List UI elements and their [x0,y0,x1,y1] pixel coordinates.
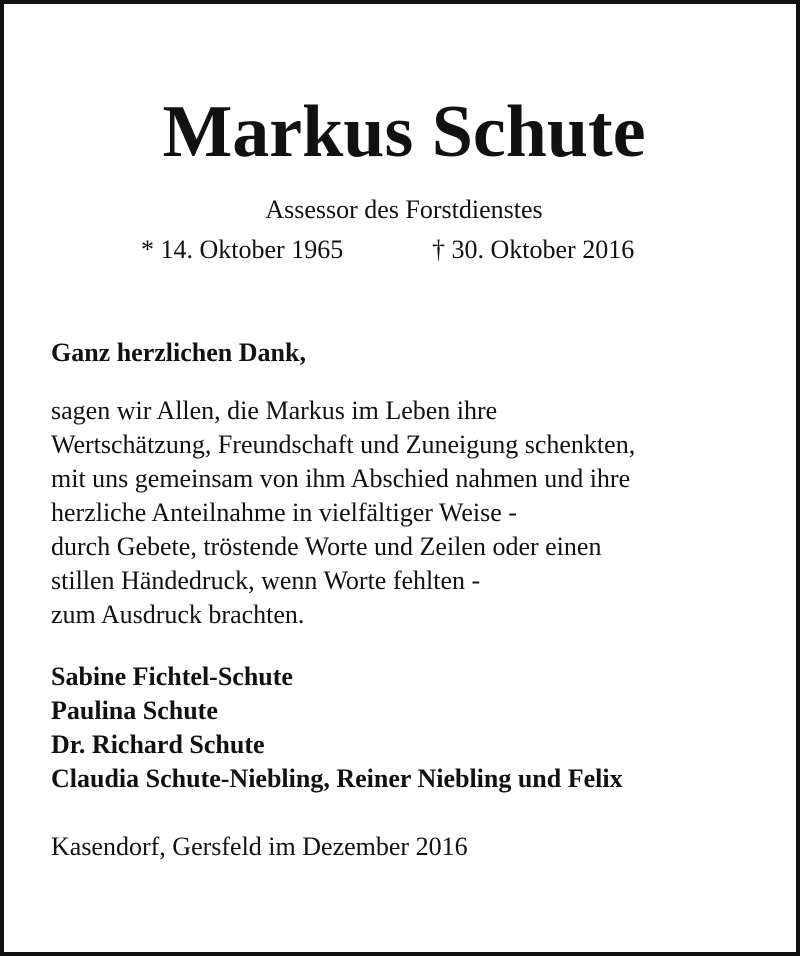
signature-line: Sabine Fichtel-Schute [51,662,293,691]
body-line: sagen wir Allen, die Markus im Leben ihre [51,396,498,425]
body-line: mit uns gemeinsam von ihm Abschied nahmen und ihre [51,464,631,493]
place-and-date: Kasendorf, Gersfeld im Dezember 2016 [51,832,468,861]
body-line: herzliche Anteilnahme in vielfältiger Weise - [51,498,517,527]
body-line: zum Ausdruck brachten. [51,600,305,629]
greeting-heading: Ganz herzlichen Dank, [51,338,306,367]
death-date: † 30. Oktober 2016 [432,235,635,264]
birth-date: * 14. Oktober 1965 [141,235,344,264]
signature-line: Claudia Schute-Niebling, Reiner Niebling und Felix [51,764,623,793]
signature-line: Paulina Schute [51,696,218,725]
signatures [51,660,623,796]
thank-you-text [51,394,771,632]
body-line: durch Gebete, tröstende Worte und Zeilen oder einen [51,532,602,561]
signature-line: Dr. Richard Schute [51,730,265,759]
deceased-title: Assessor des Forstdienstes [265,195,543,224]
body-line: stillen Händedruck, wenn Worte fehlten - [51,566,481,595]
deceased-name: Markus Schute [162,91,646,173]
body-line: Wertschätzung, Freundschaft und Zuneigung schenkten, [51,430,636,459]
